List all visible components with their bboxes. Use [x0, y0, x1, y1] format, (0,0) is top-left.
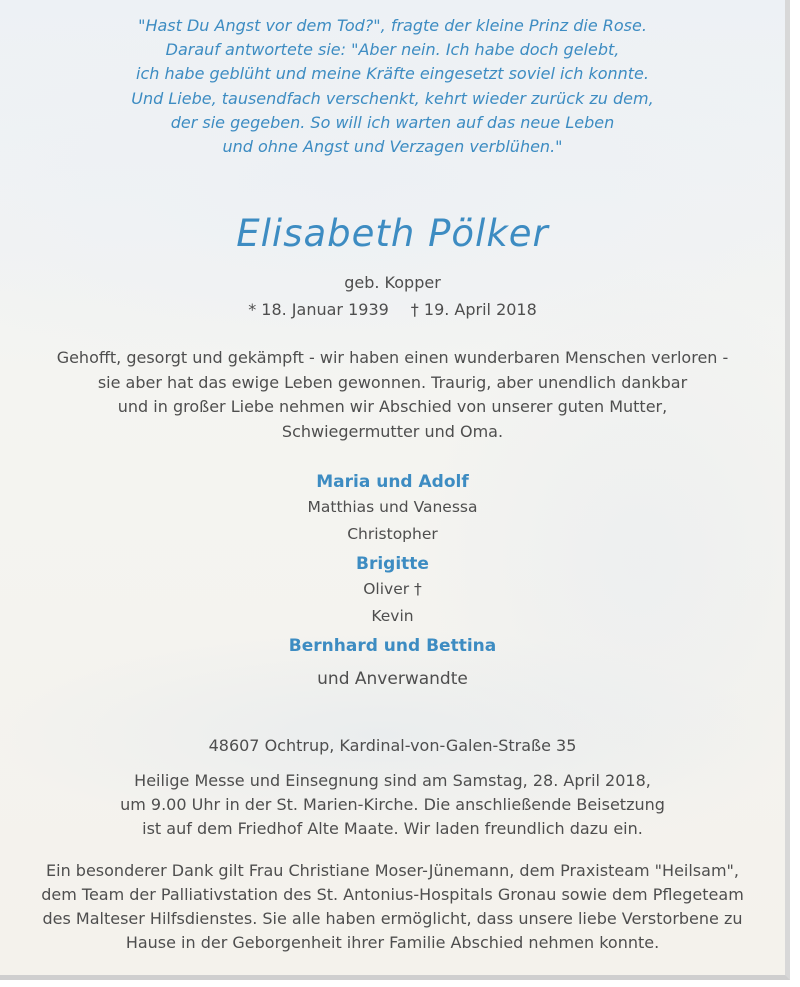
thanks-line: dem Team der Palliativstation des St. Antonius-Hospitals Gronau sowie dem Pflegeteam [41, 885, 744, 904]
service-line: um 9.00 Uhr in der St. Marien-Kirche. Die anschließende Beisetzung [120, 795, 665, 814]
family-member: Kevin [371, 607, 414, 625]
thanks-line: Hause in der Geborgenheit ihrer Familie Abschied nehmen konnte. [125, 933, 660, 952]
quote-line: Und Liebe, tausendfach verschenkt, kehrt wieder zurück zu dem, [131, 88, 654, 108]
intro-line: sie aber hat das ewige Leben gewonnen. Traurig, aber unendlich dankbar [97, 372, 688, 392]
family-group-heading: Bernhard und Bettina [288, 636, 497, 656]
service-line: Heilige Messe und Einsegnung sind am Samstag, 28. April 2018, [134, 771, 651, 790]
thanks-line: des Malteser Hilfsdienstes. Sie alle haben ermöglicht, dass unsere liebe Verstorbene zu [42, 909, 743, 928]
family-member: Matthias und Vanessa [307, 498, 478, 516]
poem-quote [0, 14, 785, 159]
thanks-line: Ein besonderer Dank gilt Frau Christiane Moser-Jünemann, dem Praxisteam "Heilsam", [46, 861, 739, 880]
quote-line: Darauf antwortete sie: "Aber nein. Ich habe doch gelebt, [165, 40, 620, 60]
quote-line: ich habe geblüht und meine Kräfte eingesetzt soviel ich konnte. [136, 64, 649, 84]
family-group-heading: Brigitte [356, 554, 429, 574]
maiden-name: geb. Kopper [344, 273, 441, 292]
service-line: ist auf dem Friedhof Alte Maate. Wir laden freundlich dazu ein. [142, 819, 643, 838]
service-info [0, 769, 785, 841]
address: 48607 Ochtrup, Kardinal-von-Galen-Straße 35 [208, 736, 577, 755]
relatives-line: und Anverwandte [317, 669, 468, 689]
deceased-name: Elisabeth Pölker [236, 212, 549, 255]
death-date: † 19. April 2018 [410, 300, 537, 319]
life-dates [0, 300, 785, 320]
family-member: Christopher [347, 525, 438, 543]
family-member: Oliver † [363, 580, 422, 598]
intro-line: Schwiegermutter und Oma. [281, 421, 504, 441]
intro-line: und in großer Liebe nehmen wir Abschied von unserer guten Mutter, [117, 397, 668, 416]
intro-line: Gehofft, gesorgt und gekämpft - wir haben einen wunderbaren Menschen verloren - [56, 348, 729, 367]
birth-date: * 18. Januar 1939 [248, 300, 389, 319]
intro-text [0, 346, 785, 444]
mourners-list [0, 470, 785, 692]
quote-line: und ohne Angst und Verzagen verblühen." [222, 137, 563, 157]
quote-line: der sie gegeben. So will ich warten auf das neue Leben [170, 112, 615, 132]
quote-line: "Hast Du Angst vor dem Tod?", fragte der kleine Prinz die Rose. [138, 16, 647, 35]
acknowledgement-text [0, 859, 785, 955]
family-group-heading: Maria und Adolf [316, 472, 469, 492]
